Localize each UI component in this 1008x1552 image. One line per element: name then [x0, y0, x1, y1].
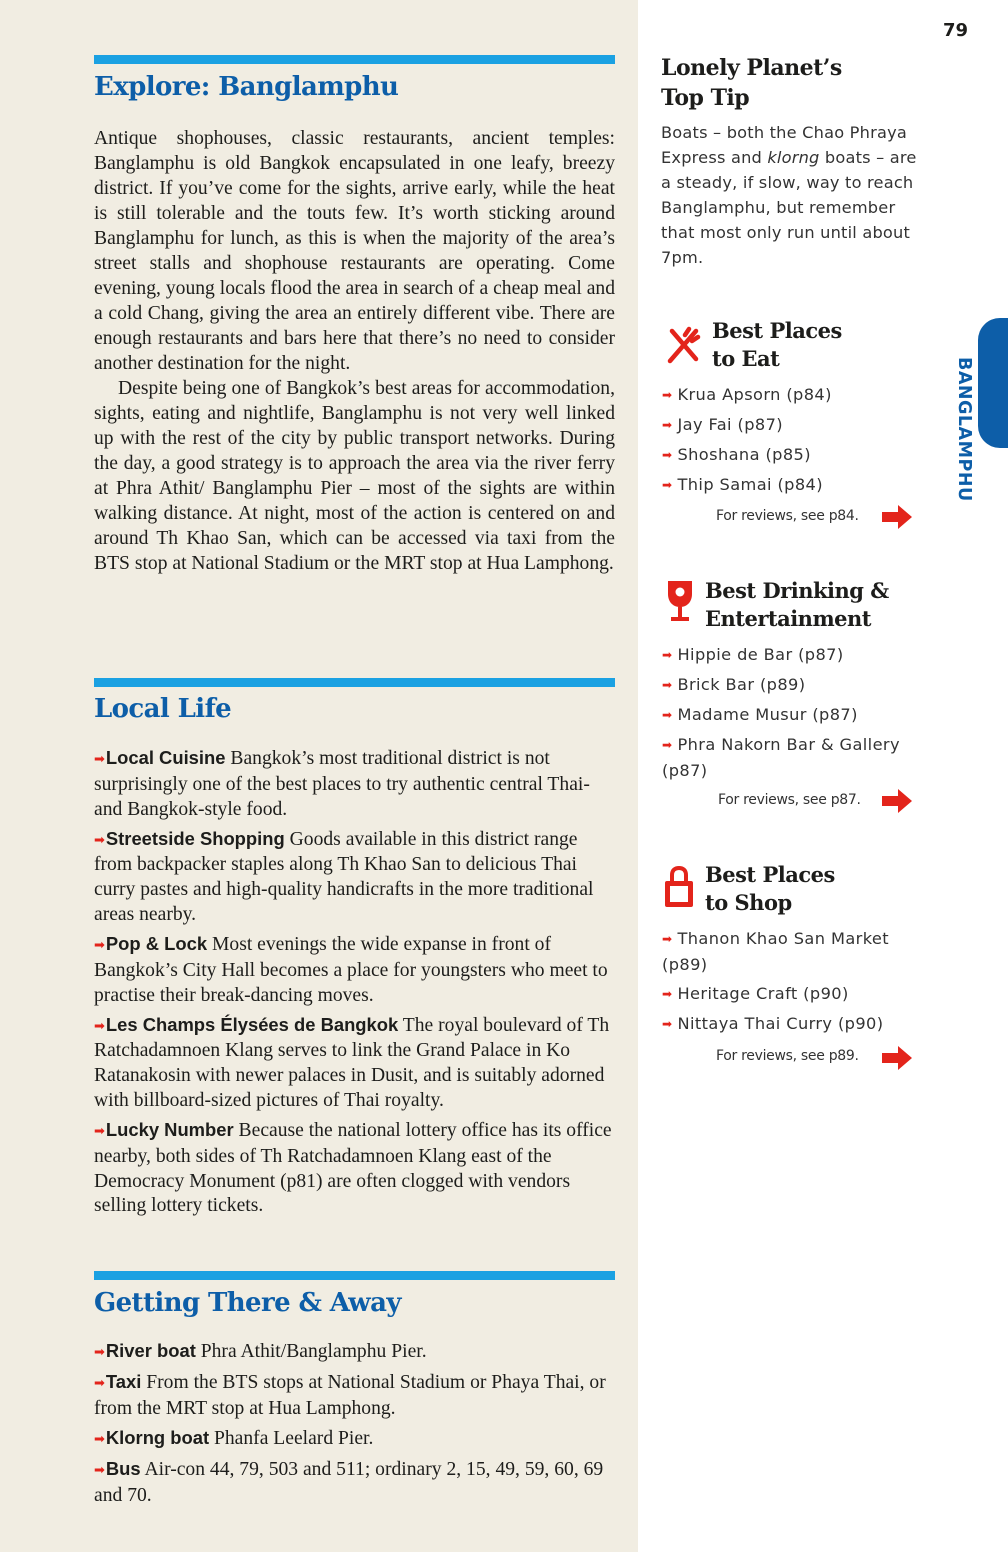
explore-paragraph: Despite being one of Bangkok’s best areas for accommodation, sights, eating and nightlife, Banglamphu is not very well linked up with the rest of the city by public transport networks. During the day, a good strategy is to approach the area via the river ferry at Phra Athit/ Banglamphu Pier – most of the sights are within walking distance. At night, most of the action is centered on and around Th Khao San, which can be accessed via taxi from the BTS stop at National Stadium or the MRT stop at Hua Lamphong. — [94, 378, 615, 574]
best-eat-list — [662, 382, 920, 502]
item-lead: Local Cuisine — [105, 747, 226, 768]
item-text: Because the national lottery office has its office nearby, both sides of Th Ratchadamnoen Klang east of the Democracy Monument (p81) are often clogged with vendors selling lottery tickets. — [94, 1119, 612, 1217]
red-arrow-icon: ➡ — [94, 1375, 105, 1391]
tip-text: boats – are a steady, if slow, way to reach Banglamphu, but remember that most only run until about 7pm. — [661, 148, 917, 267]
tip-italic: klorng — [767, 148, 820, 167]
list-item[interactable] — [662, 702, 920, 728]
item-text: Brick Bar (p89) — [677, 675, 806, 694]
red-arrow-icon: ➡ — [662, 738, 673, 752]
red-arrow-icon: ➡ — [662, 448, 673, 462]
section-divider — [94, 1271, 615, 1280]
item-text: Phra Athit/Banglamphu Pier. — [195, 1341, 427, 1362]
best-eat-heading — [712, 317, 842, 372]
list-item[interactable] — [662, 672, 920, 698]
shopping-bag-icon — [662, 865, 696, 909]
red-arrow-icon: ➡ — [662, 388, 673, 402]
list-item[interactable] — [662, 442, 920, 468]
red-arrow-icon: ➡ — [662, 708, 673, 722]
heading-line: Entertainment — [705, 605, 872, 631]
reviews-link[interactable]: For reviews, see p87. — [718, 792, 861, 808]
reviews-link[interactable]: For reviews, see p89. — [716, 1048, 859, 1064]
red-arrow-icon: ➡ — [94, 1345, 105, 1360]
item-lead: Taxi — [105, 1370, 142, 1392]
list-item — [94, 746, 615, 822]
top-tip-title-line: Top Tip — [661, 85, 750, 111]
list-item[interactable] — [662, 1011, 920, 1037]
item-text: Jay Fai (p87) — [677, 415, 783, 434]
list-item — [94, 1457, 615, 1509]
item-text: Most evenings the wide expanse in front of Bangkok’s City Hall becomes a place for youngsters who meet to practise their break-dancing moves. — [94, 933, 608, 1006]
item-text: From the BTS stops at National Stadium or Phaya Thai, or from the MRT stop at Hua Lamphong. — [94, 1371, 606, 1419]
heading-line: Best Drinking & — [705, 578, 889, 603]
red-arrow-icon — [882, 505, 912, 529]
list-item[interactable] — [662, 926, 920, 977]
page-number: 79 — [943, 20, 969, 41]
best-shop-heading — [705, 861, 835, 916]
item-text: Goods available in this district range from backpacker staples along Th Khao San to delicious Thai curry pastes and high-quality handicrafts in the more traditional areas nearby. — [94, 828, 594, 925]
best-shop-list — [662, 926, 920, 1041]
red-arrow-icon: ➡ — [94, 1123, 105, 1139]
heading-line: Best Places — [705, 862, 835, 887]
red-arrow-icon: ➡ — [94, 1018, 105, 1034]
heading-line: to Eat — [712, 345, 780, 371]
item-lead: Bus — [105, 1457, 141, 1479]
item-text: Shoshana (p85) — [677, 445, 811, 464]
list-item[interactable] — [662, 382, 920, 408]
item-text: The royal boulevard of Th Ratchadamnoen Klang serves to link the Grand Palace in Ko Ratanakosin with newer palaces in Dusit, and is suitably adorned with billboard-sized pictures of Thai royalty. — [94, 1014, 610, 1111]
item-text: Thanon Khao San Market (p89) — [662, 929, 889, 974]
red-arrow-icon: ➡ — [662, 678, 673, 692]
item-text: Krua Apsorn (p84) — [677, 385, 832, 404]
item-lead: Lucky Number — [105, 1118, 234, 1140]
red-arrow-icon — [882, 789, 912, 813]
best-drink-list — [662, 642, 920, 787]
item-text: Hippie de Bar (p87) — [677, 645, 844, 664]
section-divider — [94, 55, 615, 64]
side-tab-label: BANGLAMPHU — [954, 357, 974, 502]
red-arrow-icon: ➡ — [94, 1431, 105, 1447]
item-text: Nittaya Thai Curry (p90) — [677, 1014, 884, 1033]
top-tip-title — [661, 53, 911, 113]
list-item[interactable] — [662, 412, 920, 438]
red-arrow-icon: ➡ — [94, 832, 105, 848]
item-text: Phra Nakorn Bar & Gallery (p87) — [662, 735, 900, 780]
red-arrow-icon: ➡ — [662, 418, 673, 432]
best-drink-heading — [705, 577, 889, 632]
item-text: Air-con 44, 79, 503 and 511; ordinary 2, 15, 49, 59, 60, 69 and 70. — [94, 1458, 604, 1506]
local-life-list — [94, 746, 615, 1223]
explore-body — [94, 126, 615, 576]
list-item — [94, 1118, 615, 1219]
list-item[interactable] — [662, 981, 920, 1007]
list-item — [94, 827, 615, 928]
list-item — [94, 932, 615, 1008]
section-tab — [978, 318, 1008, 448]
wine-glass-icon — [664, 578, 696, 624]
tip-text: Boats – both the Chao Phraya Express and — [661, 123, 907, 167]
heading-line: to Shop — [705, 889, 792, 915]
top-tip-title-line: Lonely Planet’s — [661, 55, 842, 81]
item-text: Heritage Craft (p90) — [677, 984, 849, 1003]
red-arrow-icon: ➡ — [662, 932, 673, 946]
item-lead: River boat — [105, 1340, 196, 1361]
getting-there-list — [94, 1339, 615, 1513]
section-divider — [94, 678, 615, 687]
explore-paragraph: Antique shophouses, classic restaurants, ancient temples: Banglamphu is old Bangkok encapsulated in one leafy, breezy district. If you’ve come for the sights, arrive early, while the heat is still tolerable and the touts few. It’s worth sticking around Banglamphu for lunch, as this is when the majority of the area’s street stalls and shophouse restaurants are operating. Come evening, young locals flood the area in search of a cheap meal and a cold Chang, giving the area an entirely different vibe. There are enough restaurants and bars here that there’s no need to consider another destination for the night. — [94, 128, 615, 374]
red-arrow-icon: ➡ — [662, 987, 673, 1001]
local-life-heading: Local Life — [94, 694, 232, 724]
item-lead: Pop & Lock — [105, 932, 208, 954]
list-item[interactable] — [662, 732, 920, 783]
item-text: Madame Musur (p87) — [677, 705, 858, 724]
explore-heading: Explore: Banglamphu — [94, 72, 399, 102]
list-item — [94, 1426, 615, 1453]
item-lead: Klorng boat — [105, 1426, 210, 1448]
list-item[interactable] — [662, 642, 920, 668]
item-lead: Les Champs Élysées de Bangkok — [105, 1013, 399, 1035]
red-arrow-icon: ➡ — [94, 1462, 105, 1478]
red-arrow-icon: ➡ — [662, 1017, 673, 1031]
item-text: Bangkok’s most traditional district is not surprisingly one of the best places to try authentic central Thai- and Bangkok-style food. — [94, 748, 590, 820]
red-arrow-icon: ➡ — [94, 937, 105, 953]
list-item — [94, 1370, 615, 1422]
top-tip-body — [661, 120, 923, 270]
red-arrow-icon: ➡ — [662, 478, 673, 492]
red-arrow-icon — [882, 1046, 912, 1070]
heading-line: Best Places — [712, 318, 842, 343]
item-text: Phanfa Leelard Pier. — [209, 1427, 374, 1449]
getting-there-heading: Getting There & Away — [94, 1288, 401, 1318]
item-lead: Streetside Shopping — [105, 827, 285, 849]
list-item — [94, 1339, 615, 1366]
red-arrow-icon: ➡ — [94, 752, 105, 767]
red-arrow-icon: ➡ — [662, 648, 673, 662]
item-text: Thip Samai (p84) — [677, 475, 823, 494]
fork-knife-icon — [664, 325, 702, 365]
list-item[interactable] — [662, 472, 920, 498]
list-item — [94, 1013, 615, 1114]
reviews-link[interactable]: For reviews, see p84. — [716, 508, 859, 524]
